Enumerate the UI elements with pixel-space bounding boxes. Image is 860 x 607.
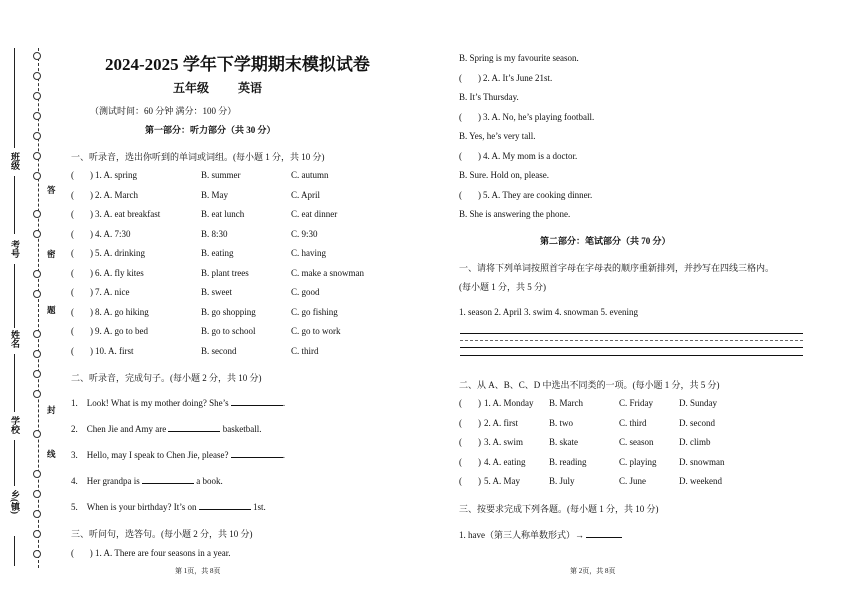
word-list: 1. season 2. April 3. swim 4. snowman 5. evening bbox=[459, 307, 638, 317]
option-a: 2. A. March bbox=[95, 189, 138, 200]
exam-number-label: 考号 bbox=[10, 240, 20, 258]
list-item bbox=[459, 528, 622, 541]
answer-blank[interactable] bbox=[231, 457, 283, 458]
hole-circle bbox=[33, 152, 41, 160]
fill-line bbox=[14, 264, 15, 328]
hole-circle bbox=[33, 530, 41, 538]
list-item bbox=[71, 424, 261, 434]
open-paren[interactable]: ( bbox=[459, 437, 462, 447]
option-a: 1. A. spring bbox=[95, 170, 138, 180]
close-paren[interactable]: ) bbox=[90, 228, 93, 239]
hole-circle bbox=[33, 510, 41, 518]
option-c: C. playing bbox=[619, 456, 657, 467]
open-paren[interactable]: ( bbox=[459, 72, 462, 83]
part2-title: 第二部分：笔试部分（共 70 分） bbox=[540, 236, 671, 246]
option-c: C. having bbox=[291, 248, 326, 258]
option-b: B. go to school bbox=[201, 326, 256, 336]
section-heading: 三、按要求完成下列各题。(每小题 1 分，共 10 分) bbox=[459, 504, 659, 514]
sentence-text: . bbox=[282, 398, 286, 408]
name-label: 姓名 bbox=[10, 330, 20, 348]
grade: 五年级 bbox=[173, 81, 210, 95]
option-b: B. go shopping bbox=[201, 306, 256, 317]
open-paren[interactable]: ( bbox=[71, 189, 74, 200]
sentence-text: basketball. bbox=[222, 424, 262, 434]
item-number: 2. bbox=[71, 424, 78, 434]
close-paren[interactable]: ) bbox=[90, 345, 93, 356]
option-c: C. eat dinner bbox=[291, 209, 338, 219]
sentence-text: a book. bbox=[196, 476, 223, 486]
option-a: 8. A. go hiking bbox=[95, 306, 149, 317]
page-number: 第 1页，共 8页 bbox=[175, 567, 221, 575]
sentence-text: Her grandpa is bbox=[86, 476, 140, 486]
option-c: C. good bbox=[291, 287, 320, 297]
open-paren[interactable]: ( bbox=[71, 170, 74, 180]
hole-circle bbox=[33, 390, 41, 398]
close-paren[interactable]: ) bbox=[90, 248, 93, 258]
hole-circle bbox=[33, 430, 41, 438]
item-number: 5. bbox=[71, 502, 78, 512]
hole-circle bbox=[33, 290, 41, 298]
close-paren[interactable]: ) bbox=[478, 437, 481, 447]
question-text: 2. A. It’s June 21st. bbox=[483, 72, 553, 83]
subject: 英语 bbox=[238, 81, 263, 95]
open-paren[interactable]: ( bbox=[71, 228, 74, 239]
option-d: D. second bbox=[679, 417, 715, 428]
option-b: B. second bbox=[201, 345, 237, 356]
option-b: B. May bbox=[201, 189, 228, 200]
hole-circle bbox=[33, 550, 41, 558]
option-b: B. two bbox=[549, 417, 574, 428]
option-d: D. climb bbox=[679, 437, 711, 447]
page-number: 第 2页，共 8页 bbox=[570, 567, 616, 575]
grid-line bbox=[460, 347, 803, 348]
option-c: C. Friday bbox=[619, 398, 654, 408]
seal-char: 答 bbox=[47, 185, 56, 195]
close-paren[interactable]: ) bbox=[90, 170, 93, 180]
item-number: 1. bbox=[71, 398, 78, 408]
open-paren[interactable]: ( bbox=[71, 267, 74, 278]
open-paren[interactable]: ( bbox=[71, 209, 74, 219]
close-paren[interactable]: ) bbox=[90, 326, 93, 336]
open-paren[interactable]: ( bbox=[71, 326, 74, 336]
fill-line bbox=[14, 176, 15, 234]
hole-circle bbox=[33, 92, 41, 100]
open-paren[interactable]: ( bbox=[71, 287, 74, 297]
hole-circle bbox=[33, 52, 41, 60]
hole-circle bbox=[33, 490, 41, 498]
option-b: B. eating bbox=[201, 248, 234, 258]
open-paren[interactable]: ( bbox=[459, 111, 462, 122]
hole-circle bbox=[33, 470, 41, 478]
close-paren[interactable]: ) bbox=[478, 111, 481, 122]
list-item bbox=[71, 548, 231, 558]
answer-blank[interactable] bbox=[586, 537, 622, 538]
list-item bbox=[71, 476, 223, 486]
open-paren[interactable]: ( bbox=[459, 398, 462, 408]
open-paren[interactable]: ( bbox=[71, 306, 74, 317]
question-text: 1. A. There are four seasons in a year. bbox=[95, 548, 231, 558]
sentence-text: When is your birthday? It’s on bbox=[86, 502, 197, 512]
option-c: C. go to work bbox=[291, 326, 341, 336]
item-number: 3. bbox=[71, 450, 78, 460]
open-paren[interactable]: ( bbox=[459, 456, 462, 467]
fill-line bbox=[14, 354, 15, 412]
hole-circle bbox=[33, 112, 41, 120]
option-b: B. plant trees bbox=[201, 267, 249, 278]
hole-circle bbox=[33, 230, 41, 238]
option-b: B. sweet bbox=[201, 287, 232, 297]
option-a: 5. A. drinking bbox=[95, 248, 146, 258]
open-paren[interactable]: ( bbox=[459, 150, 462, 161]
fill-line bbox=[14, 48, 15, 148]
seal-char: 密 bbox=[47, 249, 56, 259]
option-a: 4. A. eating bbox=[484, 456, 526, 467]
sentence-text: Look! What is my mother doing? She’s bbox=[86, 398, 229, 408]
section-heading: 二、从 A、B、C、D 中选出不同类的一项。(每小题 1 分，共 5 分) bbox=[459, 380, 720, 390]
hole-circle bbox=[33, 270, 41, 278]
school-label: 学校 bbox=[10, 416, 20, 434]
hole-circle bbox=[33, 330, 41, 338]
seal-char: 封 bbox=[47, 405, 56, 415]
option-b: B. skate bbox=[549, 437, 578, 447]
answer-option: B. Yes, he’s very tall. bbox=[459, 131, 536, 141]
option-d: D. weekend bbox=[679, 476, 722, 486]
question-text: 5. A. They are cooking dinner. bbox=[483, 189, 593, 200]
option-b: B. summer bbox=[201, 170, 241, 180]
hole-circle bbox=[33, 350, 41, 358]
option-a: 3. A. swim bbox=[484, 437, 524, 447]
close-paren[interactable]: ) bbox=[90, 306, 93, 317]
close-paren[interactable]: ) bbox=[90, 267, 93, 278]
close-paren[interactable]: ) bbox=[478, 456, 481, 467]
option-c: C. 9:30 bbox=[291, 228, 318, 239]
grid-line bbox=[460, 355, 803, 356]
option-a: 6. A. fly kites bbox=[95, 267, 144, 278]
open-paren[interactable]: ( bbox=[459, 476, 462, 486]
section-subheading: (每小题 1 分，共 5 分) bbox=[459, 282, 546, 292]
hole-circle bbox=[33, 370, 41, 378]
option-d: D. snowman bbox=[679, 456, 725, 467]
answer-blank[interactable] bbox=[168, 431, 220, 432]
answer-blank[interactable] bbox=[231, 405, 283, 406]
answer-option: B. Sure. Hold on, please. bbox=[459, 170, 549, 180]
fill-line bbox=[14, 440, 15, 486]
sentence-text: 1st. bbox=[252, 502, 266, 512]
exam-info: （测试时间：60 分钟 满分：100 分） bbox=[90, 106, 237, 116]
close-paren[interactable]: ) bbox=[478, 189, 481, 200]
option-c: C. season bbox=[619, 437, 654, 447]
option-a: 9. A. go to bed bbox=[95, 326, 148, 336]
grid-line bbox=[460, 340, 803, 341]
option-d: D. Sunday bbox=[679, 398, 717, 408]
hole-circle bbox=[33, 72, 41, 80]
option-a: 1. A. Monday bbox=[484, 398, 534, 408]
exam-title: 2024-2025 学年下学期期末模拟试卷 bbox=[105, 55, 370, 74]
open-paren[interactable]: ( bbox=[459, 417, 462, 428]
option-b: B. July bbox=[549, 476, 575, 486]
class-label: 班级 bbox=[10, 152, 20, 170]
sentence-text: Chen Jie and Amy are bbox=[86, 424, 167, 434]
open-paren[interactable]: ( bbox=[71, 345, 74, 356]
close-paren[interactable]: ) bbox=[478, 476, 481, 486]
option-a: 5. A. May bbox=[484, 476, 520, 486]
section-heading: 一、听录音，选出你听到的单词或词组。(每小题 1 分，共 10 分) bbox=[71, 152, 325, 162]
list-item bbox=[71, 502, 266, 512]
option-a: 3. A. eat breakfast bbox=[95, 209, 161, 219]
option-c: C. April bbox=[291, 189, 321, 200]
hole-circle bbox=[33, 210, 41, 218]
town-label: 乡(镇) bbox=[10, 490, 20, 514]
close-paren[interactable]: ) bbox=[90, 209, 93, 219]
option-c: C. third bbox=[291, 345, 319, 356]
sentence-text: Hello, may I speak to Chen Jie, please? bbox=[86, 450, 229, 460]
open-paren[interactable]: ( bbox=[71, 248, 74, 258]
answer-blank[interactable] bbox=[142, 483, 194, 484]
answer-option: B. She is answering the phone. bbox=[459, 209, 571, 219]
close-paren[interactable]: ) bbox=[90, 189, 93, 200]
option-c: C. go fishing bbox=[291, 306, 338, 317]
answer-option: B. It’s Thursday. bbox=[459, 92, 519, 102]
option-c: C. autumn bbox=[291, 170, 329, 180]
hole-circle bbox=[33, 172, 41, 180]
option-c: C. third bbox=[619, 417, 647, 428]
list-item bbox=[71, 450, 285, 460]
fill-line bbox=[14, 536, 15, 566]
open-paren[interactable]: ( bbox=[459, 189, 462, 200]
option-c: C. June bbox=[619, 476, 646, 486]
section-heading: 一、请将下列单词按照首字母在字母表的顺序重新排列，并抄写在四线三格内。 bbox=[459, 263, 775, 273]
option-c: C. make a snowman bbox=[291, 267, 364, 278]
answer-option: B. Spring is my favourite season. bbox=[459, 53, 579, 63]
option-a: 4. A. 7:30 bbox=[95, 228, 131, 239]
answer-blank[interactable] bbox=[199, 509, 251, 510]
option-a: 7. A. nice bbox=[95, 287, 130, 297]
seal-char: 题 bbox=[47, 305, 56, 315]
question-text: 1. have（第三人称单数形式）→ bbox=[459, 530, 584, 540]
sentence-text: . bbox=[282, 450, 285, 460]
close-paren[interactable]: ) bbox=[478, 398, 481, 408]
option-b: B. March bbox=[549, 398, 583, 408]
item-number: 4. bbox=[71, 476, 78, 486]
option-b: B. 8:30 bbox=[201, 228, 228, 239]
grid-line bbox=[460, 333, 803, 334]
part1-title: 第一部分：听力部分（共 30 分） bbox=[145, 125, 276, 135]
hole-circle bbox=[33, 132, 41, 140]
option-a: 10. A. first bbox=[95, 345, 134, 356]
close-paren[interactable]: ) bbox=[478, 72, 481, 83]
option-b: B. reading bbox=[549, 456, 587, 467]
option-a: 2. A. first bbox=[484, 417, 519, 428]
list-item bbox=[71, 398, 285, 408]
question-text: 3. A. No, he’s playing football. bbox=[483, 111, 595, 122]
close-paren[interactable]: ) bbox=[478, 417, 481, 428]
close-paren[interactable]: ) bbox=[478, 150, 481, 161]
section-heading: 三、听问句，选答句。(每小题 2 分，共 10 分) bbox=[71, 529, 253, 539]
section-heading: 二、听录音，完成句子。(每小题 2 分，共 10 分) bbox=[71, 373, 262, 383]
close-paren[interactable]: ) bbox=[90, 287, 93, 297]
answer-paren[interactable]: ( ) bbox=[71, 548, 93, 558]
option-b: B. eat lunch bbox=[201, 209, 245, 219]
question-text: 4. A. My mom is a doctor. bbox=[483, 150, 578, 161]
seal-char: 线 bbox=[47, 449, 56, 459]
